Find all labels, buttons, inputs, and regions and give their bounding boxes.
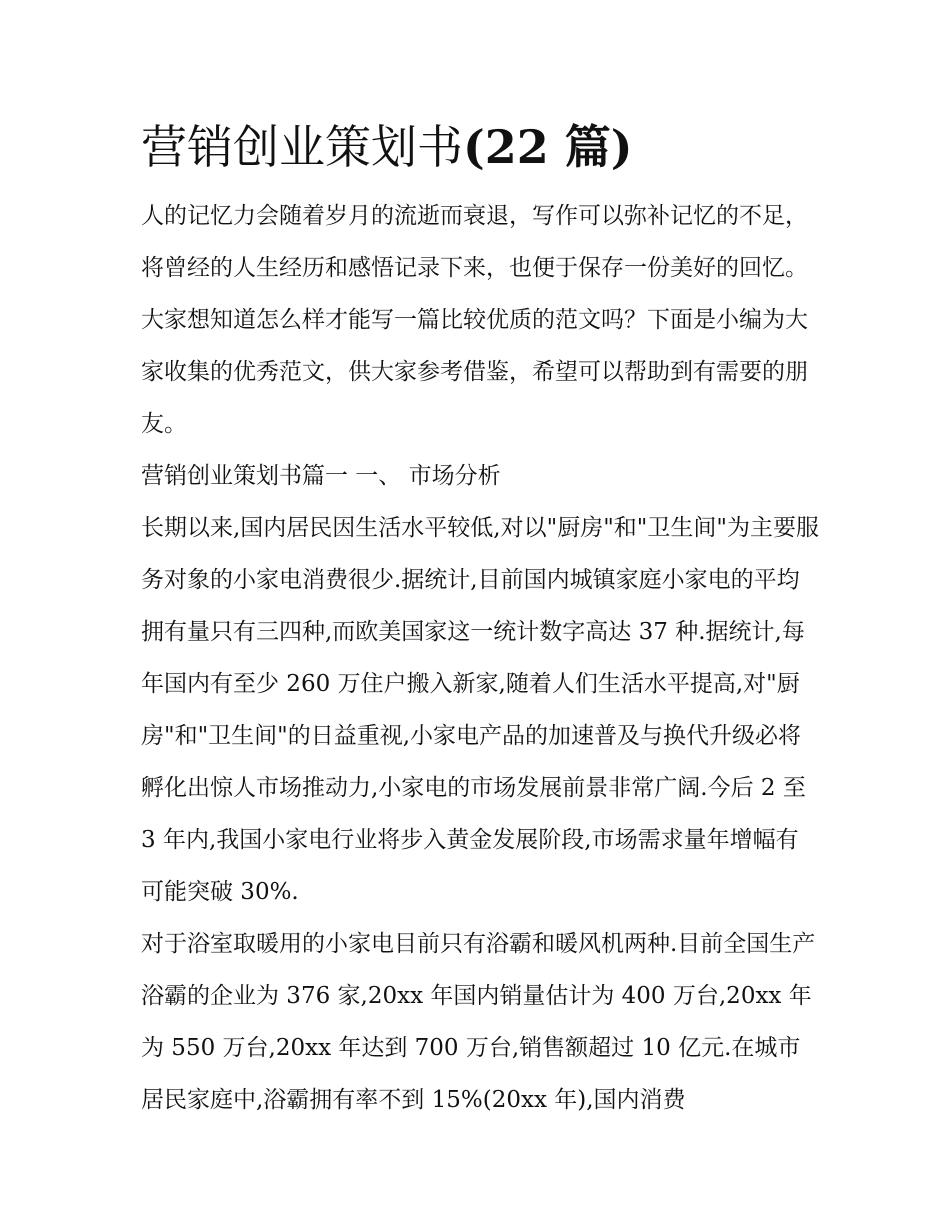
title-main: 营销创业策划书 (141, 120, 463, 174)
market-analysis-paragraph: 长期以来,国内居民因生活水平较低,对以"厨房"和"卫生间"为主要服务对象的小家电消费很少.据统计,目前国内城镇家庭小家电的平均拥有量只有三四种,而欧美国家这一统计数字高达 37 种.据统计,每年国内有至少 260 万住户搬入新家,随着人们生活水平提高,对"厨房"和"卫生间"的日益重视,小家电产品的加速普及与换代升级必将孵化出惊人市场推动力,小家电的市场发展前景非常广阔.今后 2 至 3 年内,我国小家电行业将步入黄金发展阶段,市场需求量年增幅有可能突破 30%. (141, 515, 819, 905)
page-title (141, 112, 821, 182)
document-body (141, 112, 821, 1126)
intro-paragraph: 人的记忆力会随着岁月的流逝而衰退，写作可以弥补记忆的不足，将曾经的人生经历和感悟记录下来，也便于保存一份美好的回忆。大家想知道怎么样才能写一篇比较优质的范文吗？下面是小编为大家收集的优秀范文，供大家参考借鉴，希望可以帮助到有需要的朋友。 (141, 203, 808, 437)
title-suffix: (22 篇) (463, 120, 633, 174)
section-heading: 营销创业策划书篇一 一、 市场分析 (141, 463, 501, 489)
bath-heater-paragraph: 对于浴室取暖用的小家电目前只有浴霸和暖风机两种.目前全国生产浴霸的企业为 376 家,20xx 年国内销量估计为 400 万台,20xx 年为 550 万台,20xx 年达到 700 万台,销售额超过 10 亿元.在城市居民家庭中,浴霸拥有率不到 15%(20xx 年),国内消费 (141, 931, 816, 1113)
